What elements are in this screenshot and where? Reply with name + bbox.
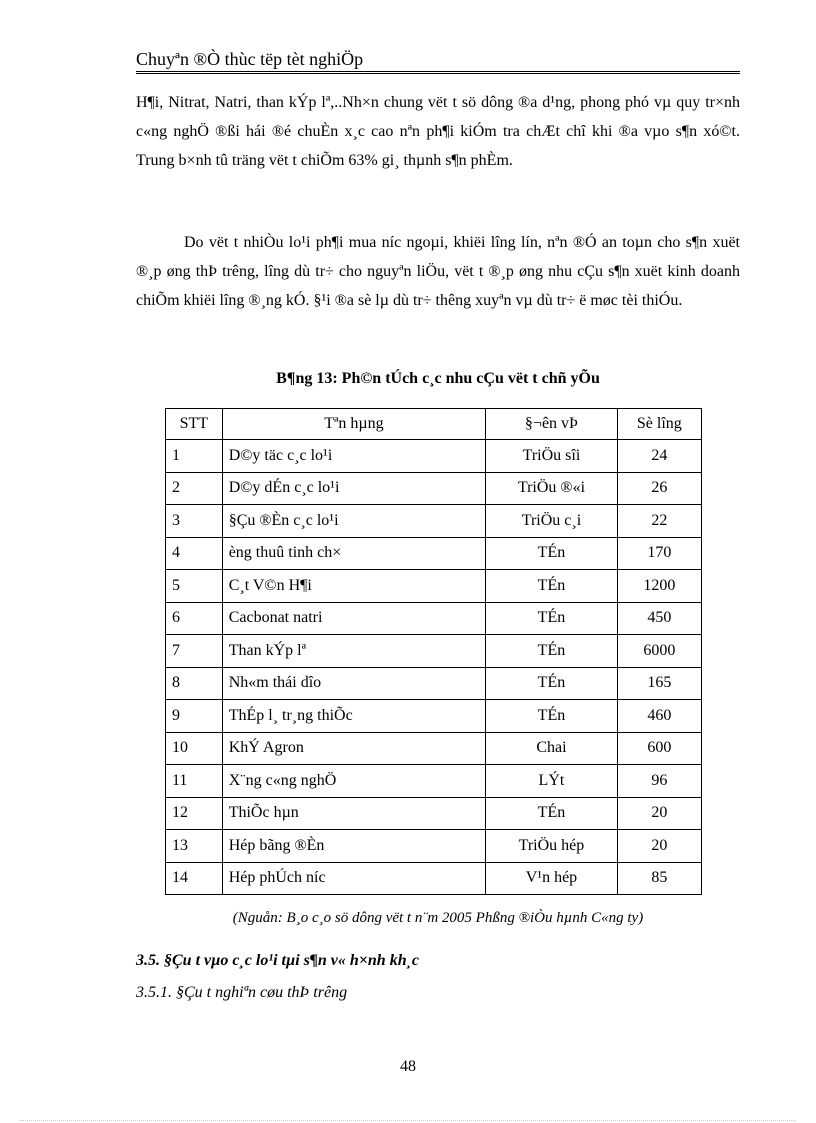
cell-item-name: D©y dÉn c¸c lo¹i <box>222 472 485 505</box>
cell-item-name: Nh«m thái dîo <box>222 667 485 700</box>
header-item-name: Tªn hµng <box>222 409 485 440</box>
cell-item-name: §Çu ®Èn c¸c lo¹i <box>222 505 485 538</box>
cell-stt: 11 <box>166 765 223 798</box>
table-row <box>166 635 702 668</box>
cell-quantity: 600 <box>617 732 701 765</box>
paragraph-1: H¶i, Nitrat, Natri, than kÝp lª,..Nh×n chung vët t sö dông ®a d¹ng, phong phó vµ quy tr×nh c«ng nghÖ ®ßi hái ®é chuÈn x¸c cao nªn ph¶i kiÓm tra chÆt chî khi ®a vµo s¶n xó©t. Trung b×nh tû träng vët t chiÕm 63% gi¸ thµnh s¶n phÈm. <box>136 94 740 169</box>
cell-quantity: 22 <box>617 505 701 538</box>
table-header-row <box>166 409 702 440</box>
cell-unit: TÉn <box>486 797 618 830</box>
cell-item-name: Hép bãng ®Èn <box>222 830 485 863</box>
page-header <box>136 49 740 74</box>
table-source-note: (Nguån: B¸o c¸o sö dông vët t n¨m 2005 Phßng ®iÒu hµnh C«ng ty) <box>232 910 644 926</box>
paragraph-2: Do vët t nhiÒu lo¹i ph¶i mua níc ngoµi, khiëi lîng lín, nªn ®Ó an toµn cho s¶n xuët ®¸p øng thÞ trêng, lîng dù tr÷ cho nguyªn liÖu, vët t ®¸p øng nhu cÇu s¶n xuët kinh doanh chiÕm khiëi lîng ®¸ng kÓ. §¹i ®a sè lµ dù tr÷ thêng xuyªn vµ dù tr÷ ë møc tèi thiÓu. <box>136 234 740 309</box>
materials-table <box>165 408 702 895</box>
cell-unit: TriÖu hép <box>486 830 618 863</box>
page-bottom-divider <box>20 1120 796 1121</box>
cell-unit: TriÖu c¸i <box>486 505 618 538</box>
cell-quantity: 26 <box>617 472 701 505</box>
header-quantity: Sè lîng <box>617 409 701 440</box>
table-row <box>166 537 702 570</box>
cell-item-name: Than kÝp lª <box>222 635 485 668</box>
table-caption: B¶ng 13: Ph©n tÚch c¸c nhu cÇu vët t chñ yÕu <box>276 370 600 387</box>
cell-stt: 5 <box>166 570 223 603</box>
cell-quantity: 450 <box>617 602 701 635</box>
cell-unit: V¹n hép <box>486 862 618 895</box>
cell-unit: TÉn <box>486 667 618 700</box>
cell-quantity: 24 <box>617 440 701 473</box>
cell-quantity: 20 <box>617 830 701 863</box>
cell-quantity: 460 <box>617 700 701 733</box>
cell-unit: TriÖu ®«i <box>486 472 618 505</box>
cell-quantity: 6000 <box>617 635 701 668</box>
cell-quantity: 85 <box>617 862 701 895</box>
cell-quantity: 96 <box>617 765 701 798</box>
cell-item-name: D©y täc c¸c lo¹i <box>222 440 485 473</box>
cell-item-name: Hép phÚch níc <box>222 862 485 895</box>
cell-unit: TÉn <box>486 635 618 668</box>
cell-unit: TÉn <box>486 700 618 733</box>
table-row <box>166 570 702 603</box>
cell-quantity: 170 <box>617 537 701 570</box>
cell-quantity: 20 <box>617 797 701 830</box>
table-row <box>166 440 702 473</box>
cell-unit: TÉn <box>486 537 618 570</box>
section-heading: 3.5. §Çu t vµo c¸c lo¹i tµi s¶n v« h×nh kh¸c <box>136 952 420 969</box>
cell-item-name: Cacbonat natri <box>222 602 485 635</box>
cell-item-name: ThÉp l¸ tr¸ng thiÕc <box>222 700 485 733</box>
table-row <box>166 765 702 798</box>
cell-stt: 2 <box>166 472 223 505</box>
cell-stt: 9 <box>166 700 223 733</box>
cell-stt: 13 <box>166 830 223 863</box>
table-row <box>166 797 702 830</box>
header-unit: §¬ên vÞ <box>486 409 618 440</box>
header-stt: STT <box>166 409 223 440</box>
cell-stt: 4 <box>166 537 223 570</box>
cell-stt: 7 <box>166 635 223 668</box>
cell-item-name: KhÝ Agron <box>222 732 485 765</box>
cell-stt: 3 <box>166 505 223 538</box>
table-row <box>166 732 702 765</box>
table-row <box>166 602 702 635</box>
cell-quantity: 165 <box>617 667 701 700</box>
header-title: Chuyªn ®Ò thùc tëp tèt nghiÖp <box>136 49 364 69</box>
cell-item-name: C¸t V©n H¶i <box>222 570 485 603</box>
table-row <box>166 472 702 505</box>
subsection-heading: 3.5.1. §Çu t nghiªn cøu thÞ trêng <box>136 984 348 1001</box>
cell-unit: TÉn <box>486 570 618 603</box>
cell-item-name: èng thuû tinh ch× <box>222 537 485 570</box>
page-number: 48 <box>400 1058 416 1075</box>
table-row <box>166 505 702 538</box>
cell-item-name: ThiÕc hµn <box>222 797 485 830</box>
table-body <box>166 440 702 895</box>
cell-stt: 10 <box>166 732 223 765</box>
cell-stt: 8 <box>166 667 223 700</box>
cell-stt: 1 <box>166 440 223 473</box>
cell-stt: 12 <box>166 797 223 830</box>
cell-item-name: X¨ng c«ng nghÖ <box>222 765 485 798</box>
table-row <box>166 667 702 700</box>
cell-quantity: 1200 <box>617 570 701 603</box>
cell-stt: 14 <box>166 862 223 895</box>
cell-unit: TÉn <box>486 602 618 635</box>
cell-unit: Chai <box>486 732 618 765</box>
table-row <box>166 830 702 863</box>
cell-unit: TriÖu sîi <box>486 440 618 473</box>
table-row <box>166 862 702 895</box>
table-row <box>166 700 702 733</box>
cell-stt: 6 <box>166 602 223 635</box>
cell-unit: LÝt <box>486 765 618 798</box>
